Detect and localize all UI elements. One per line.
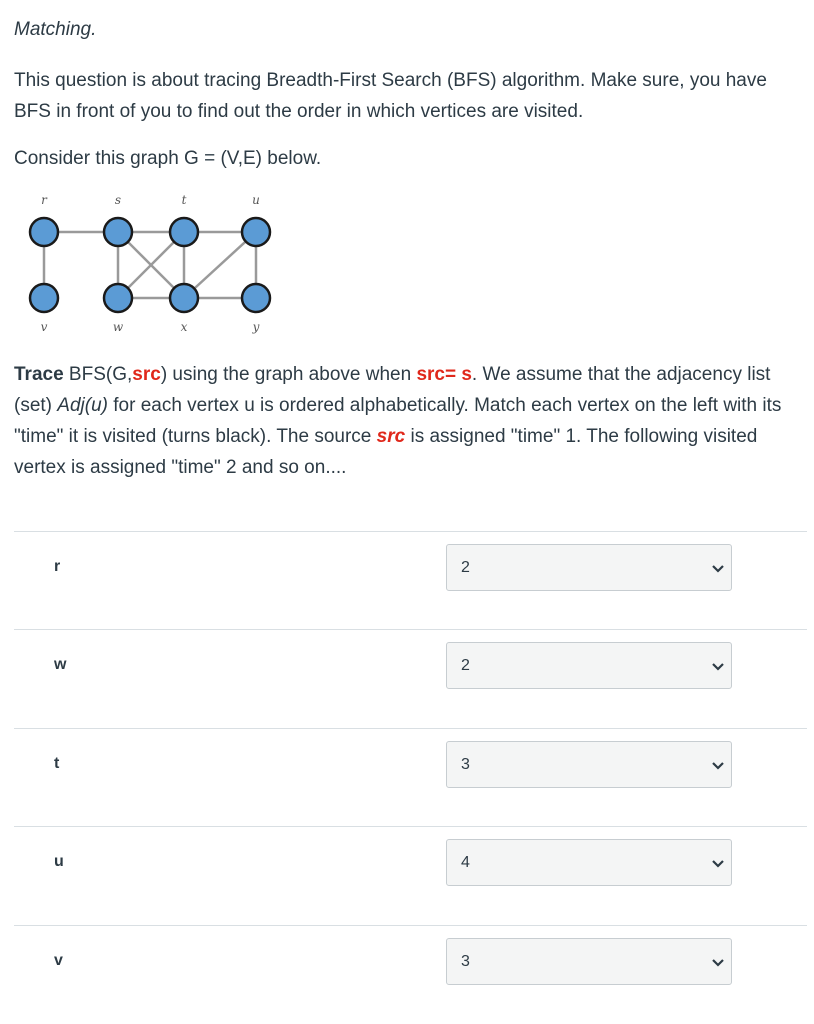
node-y [242,284,270,312]
trace-text-1: BFS(G, [63,364,133,385]
selected-value: 3 [461,953,470,970]
chevron-down-icon [711,956,725,970]
vertex-label: u [54,853,64,870]
time-select[interactable] [446,544,732,591]
chevron-down-icon [711,857,725,871]
node-x [170,284,198,312]
node-t [170,218,198,246]
adj-term: Adj(u) [57,395,108,416]
vertex-label: v [54,952,63,969]
time-select[interactable] [446,938,732,985]
trace-instructions [14,359,804,483]
match-row [14,925,807,1024]
node-v [30,284,58,312]
trace-text-3: . We assume that the adjacency list (set) [14,364,771,416]
intro-text: This question is about tracing Breadth-First Search (BFS) algorithm. Make sure, you have BFS in front of you to find out the order in which vertices are visited. [14,70,767,122]
selected-value: 2 [461,559,470,576]
chevron-down-icon [711,660,725,674]
chevron-down-icon [711,562,725,576]
match-row [14,728,807,827]
src-highlight: src [132,364,161,385]
selected-value: 3 [461,756,470,773]
match-row [14,531,807,630]
vertex-label: w [54,656,67,673]
label-t: t [181,193,187,207]
node-u [242,218,270,246]
src-equals-highlight: src= s [416,364,472,385]
question-title: Matching. [14,19,97,40]
label-s: s [114,193,122,207]
trace-word: Trace [14,364,64,385]
label-x: x [180,320,188,334]
selected-value: 4 [461,854,470,871]
label-r: r [41,193,47,207]
label-v: v [40,320,48,334]
match-row [14,629,807,728]
label-w: w [112,320,124,334]
match-row [14,826,807,925]
selected-value: 2 [461,657,470,674]
time-select[interactable] [446,839,732,886]
time-select[interactable] [446,741,732,788]
consider-text: Consider this graph G = (V,E) below. [14,148,322,169]
graph-edges [44,232,256,298]
src-italic-highlight: src [376,426,406,447]
label-u: u [252,193,260,207]
node-s [104,218,132,246]
vertex-label: r [54,558,61,575]
time-select[interactable] [446,642,732,689]
vertex-label: t [54,755,60,772]
trace-text-5: is assigned "time" 1. The following visited vertex is assigned "time" 2 and so on.... [14,426,758,478]
chevron-down-icon [711,759,725,773]
trace-text-4: for each vertex u is ordered alphabetically. Match each vertex on the left with its "time" it is visited (turns black). The source [14,395,782,447]
node-r [30,218,58,246]
graph-figure [0,180,300,340]
label-y: y [252,320,260,334]
node-w [104,284,132,312]
trace-text-2: ) using the graph above when [160,364,417,385]
